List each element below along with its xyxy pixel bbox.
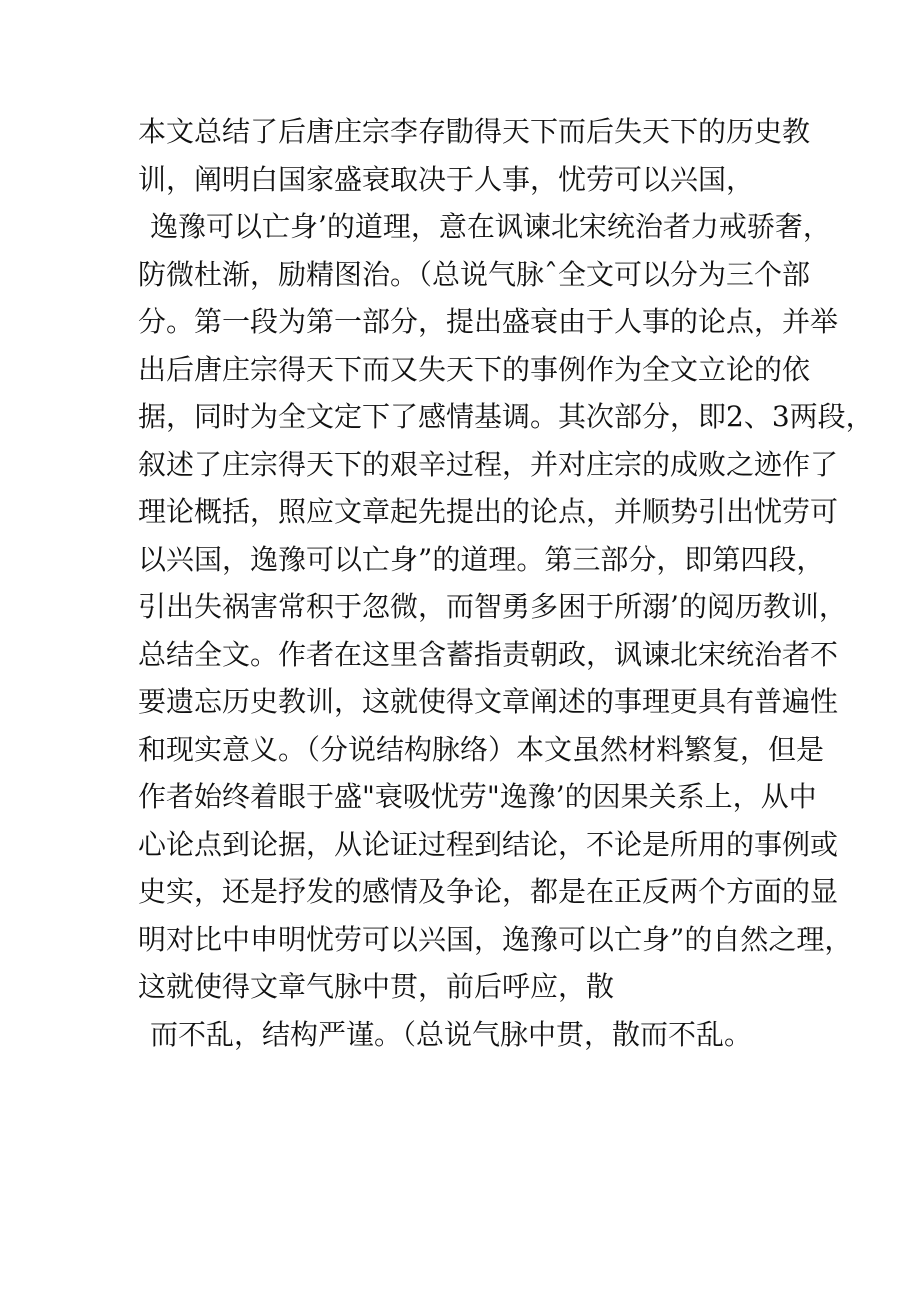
text-line-6: 出后唐庄宗得天下而又失天下的事例作为全文立论的依: [138, 352, 811, 386]
text-line-19: 这就使得文章气脉中贯，前后呼应，散: [138, 970, 615, 1003]
text-line-3: 逸豫可以亡身’的道理，意在讽谏北宋统治者力戒骄奢，: [150, 210, 831, 243]
text-line-5: 分。第一段为第一部分，提出盛衰由于人事的论点，并举: [138, 305, 839, 338]
body-text: [138, 108, 874, 1058]
text-line-4: 防微杜渐，励精图治。（总说气脉ˆ全文可以分为三个部: [138, 257, 811, 291]
text-line-16: 心论点到论据，从论证过程到结论，不论是所用的事例或: [138, 827, 839, 861]
text-line-20: 而不乱，结构严谨。（总说气脉中贯，散而不乱。: [150, 1017, 753, 1051]
text-line-8: 叙述了庄宗得天下的艰辛过程，并对庄宗的成败之迹作了: [138, 447, 839, 481]
text-line-2: 训，阐明白国家盛衰取决于人事，忧劳可以兴国，: [138, 162, 755, 196]
text-line-13: 要遗忘历史教训，这就使得文章阐述的事理更具有普遍性: [138, 685, 839, 718]
text-line-9: 理论概括，照应文章起先提出的论点，并顺势引出忧劳可: [138, 495, 839, 528]
text-line-1: 本文总结了后唐庄宗李存勖得天下而后失天下的历史教: [138, 115, 811, 148]
text-line-10: 以兴国，逸豫可以亡身”的道理。第三部分，即第四段，: [138, 542, 825, 576]
text-line-7: 据，同时为全文定下了感情基调。其次部分，即2、3两段，: [138, 400, 874, 433]
text-line-15: 作者始终着眼于盛"衰吸忧劳"逸豫’的因果关系上，从中: [138, 780, 817, 813]
text-line-17: 史实，还是抒发的感情及争论，都是在正反两个方面的显: [138, 875, 839, 908]
text-line-18: 明对比中申明忧劳可以兴国，逸豫可以亡身”的自然之理，: [138, 922, 853, 956]
text-line-11: 引出失祸害常积于忽微，而智勇多困于所溺’的阅历教训，: [138, 590, 847, 623]
text-line-12: 总结全文。作者在这里含蓄指责朝政，讽谏北宋统治者不: [138, 637, 839, 671]
text-line-14: 和现实意义。（分说结构脉络）本文虽然材料繁复，但是: [138, 732, 825, 766]
